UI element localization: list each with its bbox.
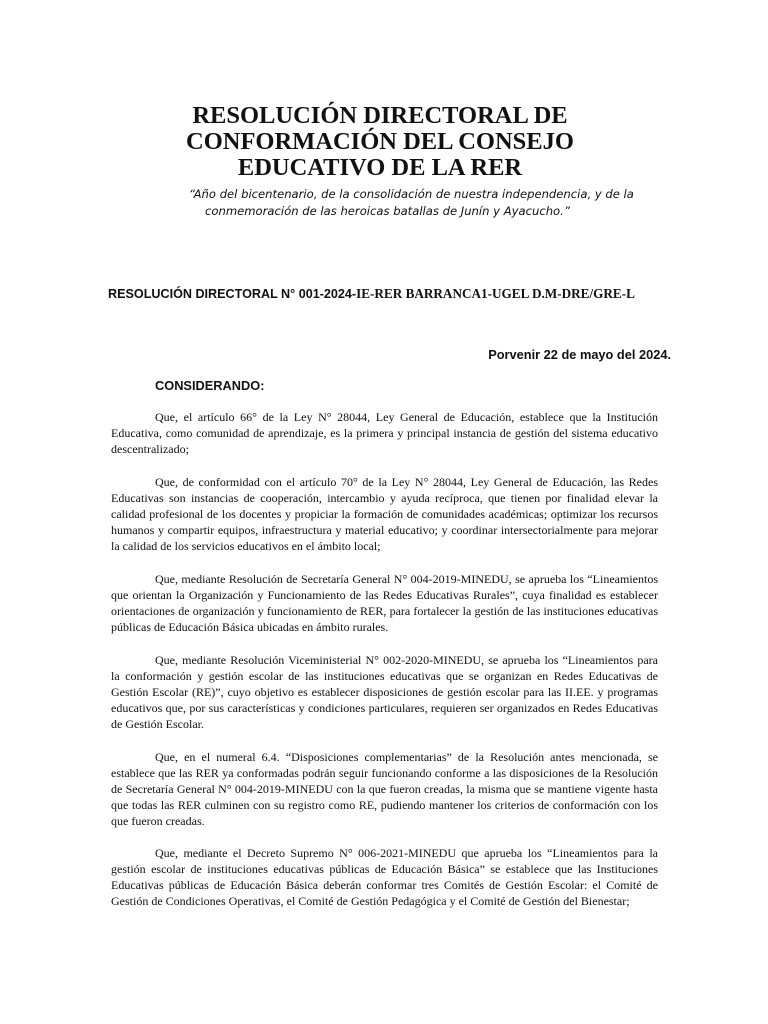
paragraph-1: Que, el artículo 66° de la Ley N° 28044, Ley General de Educación, establece que la Institución Educativa, como comunidad de aprendizaje, es la primera y principal instancia de gestión del sistema educativo descentralizado; — [111, 410, 658, 456]
title-line-1: RESOLUCIÓN DIRECTORAL DE — [192, 102, 568, 129]
paragraph-6: Que, mediante el Decreto Supremo N° 006-2021-MINEDU que aprueba los “Lineamientos para la gestión escolar de instituciones educativas públicas de Educación Básica” se establece que las Instituciones Educativas públicas de Educación Básica deberán conformar tres Comités de Gestión Escolar: el Comité de Gestión de Condiciones Operativas, el Comité de Gestión Pedagógica y el Comité de Gestión del Bienestar; — [111, 846, 658, 908]
paragraph-3: Que, mediante Resolución de Secretaría General N° 004-2019-MINEDU, se aprueba los “Lineamientos que orientan la Organización y Funcionamiento de las Redes Educativas Rurales”, cuya finalidad es establecer orientaciones de organización y funcionamiento de RER, para fortalecer la gestión de las instituciones educativas públicas de Educación Básica ubicadas en ámbito rurales. — [111, 572, 658, 634]
title-line-2: CONFORMACIÓN DEL CONSEJO — [186, 128, 574, 155]
title-line-3: EDUCATIVO DE LA RER — [237, 154, 523, 181]
motto-line-2: conmemoración de las heroicas batallas de Junín y Ayacucho.” — [205, 204, 570, 218]
document-title — [150, 103, 610, 181]
paragraph-2: Que, de conformidad con el artículo 70° de la Ley N° 28044, Ley General de Educación, las Redes Educativas son instancias de cooperación, intercambio y ayuda recíproca, que tienen por finalidad elevar la calidad profesional de los docentes y propiciar la formación de comunidades académicas; optimizar los recursos humanos y compartir equipos, infraestructura y material educativo; y coordinar intersectorialmente para mejorar la calidad de los servicios educativos en el ámbito local; — [111, 475, 658, 553]
section-heading: CONSIDERANDO: — [155, 378, 265, 393]
document-date: Porvenir 22 de mayo del 2024. — [488, 347, 671, 362]
year-motto — [175, 186, 645, 220]
motto-line-1: “Año del bicentenario, de la consolidación de nuestra independencia, y de la — [189, 187, 634, 201]
resolution-number-suffix: IE-RER BARRANCA1-UGEL D.M-DRE/GRE-L — [356, 286, 635, 301]
paragraph-5: Que, en el numeral 6.4. “Disposiciones complementarias” de la Resolución antes mencionada, se establece que las RER ya conformadas podrán seguir funcionando conforme a las disposiciones de la Resolución de Secretaría General N° 004-2019-MINEDU con la que fueron creadas, la misma que se mantiene vigente hasta que todas las RER culminen con su registro como RE, pudiendo mantener los criterios de conformación con los que fueron creadas. — [111, 750, 658, 828]
resolution-number-prefix: RESOLUCIÓN DIRECTORAL N° 001-2024- — [108, 287, 357, 301]
paragraph-4: Que, mediante Resolución Viceministerial N° 002-2020-MINEDU, se aprueba los “Lineamientos para la conformación y gestión escolar de las instituciones educativas que se organizan en Redes Educativas de Gestión Escolar (RE)”, cuyo objetivo es establecer disposiciones de gestión escolar para las II.EE. y programas educativos que, por sus características y condiciones particulares, requieren ser organizados en Redes Educativas de Gestión Escolar. — [111, 653, 658, 731]
resolution-number — [108, 286, 688, 302]
